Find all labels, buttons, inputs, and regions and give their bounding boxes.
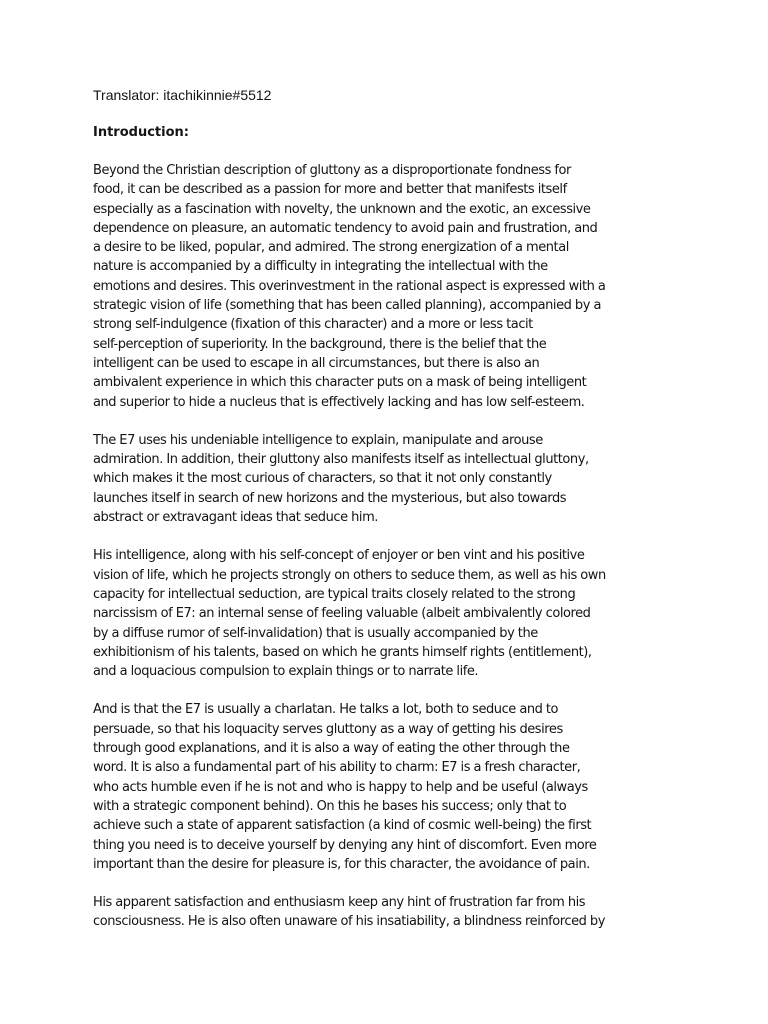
text-line: The E7 uses his undeniable intelligence to explain, manipulate and arouse — [93, 432, 543, 448]
text-line: by a diffuse rumor of self-invalidation) that is usually accompanied by the — [93, 625, 538, 641]
text-line: His intelligence, along with his self-concept of enjoyer or ben vint and his positive — [93, 548, 585, 564]
text-line: food, it can be described as a passion for more and better that manifests itself — [93, 182, 567, 198]
text-line: nature is accompanied by a difficulty in integrating the intellectual with the — [93, 259, 548, 275]
text-line: thing you need is to deceive yourself by denying any hint of discomfort. Even more — [93, 837, 597, 853]
text-line: capacity for intellectual seduction, are typical traits closely related to the strong — [93, 586, 576, 602]
text-line: self-perception of superiority. In the background, there is the belief that the — [93, 336, 547, 352]
paragraph — [93, 700, 675, 874]
text-line: vision of life, which he projects strongly on others to seduce them, as well as his own — [93, 567, 606, 583]
text-line: which makes it the most curious of characters, so that it not only constantly — [93, 471, 552, 487]
text-line: strategic vision of life (something that has been called planning), accompanied by a — [93, 298, 601, 314]
text-line: a desire to be liked, popular, and admired. The strong energization of a mental — [93, 240, 569, 256]
text-line: achieve such a state of apparent satisfaction (a kind of cosmic well-being) the first — [93, 818, 592, 834]
text-line: especially as a fascination with novelty, the unknown and the exotic, an excessive — [93, 201, 591, 217]
paragraph — [93, 546, 675, 681]
text-line: dependence on pleasure, an automatic tendency to avoid pain and frustration, and — [93, 220, 598, 236]
body-text — [93, 161, 675, 932]
text-line: through good explanations, and it is also a way of eating the other through the — [93, 741, 570, 757]
text-line: and superior to hide a nucleus that is effectively lacking and has low self-esteem. — [93, 394, 585, 410]
text-line: Beyond the Christian description of gluttony as a disproportionate fondness for — [93, 163, 571, 178]
text-line: word. It is also a fundamental part of his ability to charm: E7 is a fresh character, — [93, 760, 581, 776]
text-line: His apparent satisfaction and enthusiasm keep any hint of frustration far from his — [93, 895, 586, 911]
text-line: intelligent can be used to escape in all circumstances, but there is also an — [93, 355, 540, 371]
text-line: abstract or extravagant ideas that seduce him. — [93, 510, 378, 526]
text-line: persuade, so that his loquacity serves gluttony as a way of getting his desires — [93, 721, 563, 737]
text-line: exhibitionism of his talents, based on which he grants himself rights (entitlement), — [93, 644, 592, 660]
text-line: important than the desire for pleasure is, for this character, the avoidance of pain. — [93, 856, 590, 872]
text-line: and a loquacious compulsion to explain things or to narrate life. — [93, 664, 479, 680]
document-page — [93, 86, 675, 932]
text-line: with a strategic component behind). On this he bases his success; only that to — [93, 798, 567, 814]
text-line: who acts humble even if he is not and who is happy to help and be useful (always — [93, 779, 588, 795]
section-heading: Introduction: — [93, 125, 189, 140]
text-line: consciousness. He is also often unaware of his insatiability, a blindness reinforced by — [93, 914, 605, 930]
text-line: strong self-indulgence (fixation of this character) and a more or less tacit — [93, 317, 533, 333]
paragraph — [93, 161, 675, 412]
paragraph — [93, 893, 675, 932]
text-line: admiration. In addition, their gluttony also manifests itself as intellectual gluttony, — [93, 452, 589, 468]
text-line: And is that the E7 is usually a charlatan. He talks a lot, both to seduce and to — [93, 702, 559, 718]
translator-credit: Translator: itachikinnie#5512 — [93, 87, 272, 103]
text-line: ambivalent experience in which this character puts on a mask of being intelligent — [93, 375, 587, 391]
text-line: emotions and desires. This overinvestment in the rational aspect is expressed with a — [93, 278, 606, 294]
text-line: launches itself in search of new horizons and the mysterious, but also towards — [93, 490, 567, 506]
text-line: narcissism of E7: an internal sense of feeling valuable (albeit ambivalently colored — [93, 606, 591, 622]
paragraph — [93, 431, 675, 527]
